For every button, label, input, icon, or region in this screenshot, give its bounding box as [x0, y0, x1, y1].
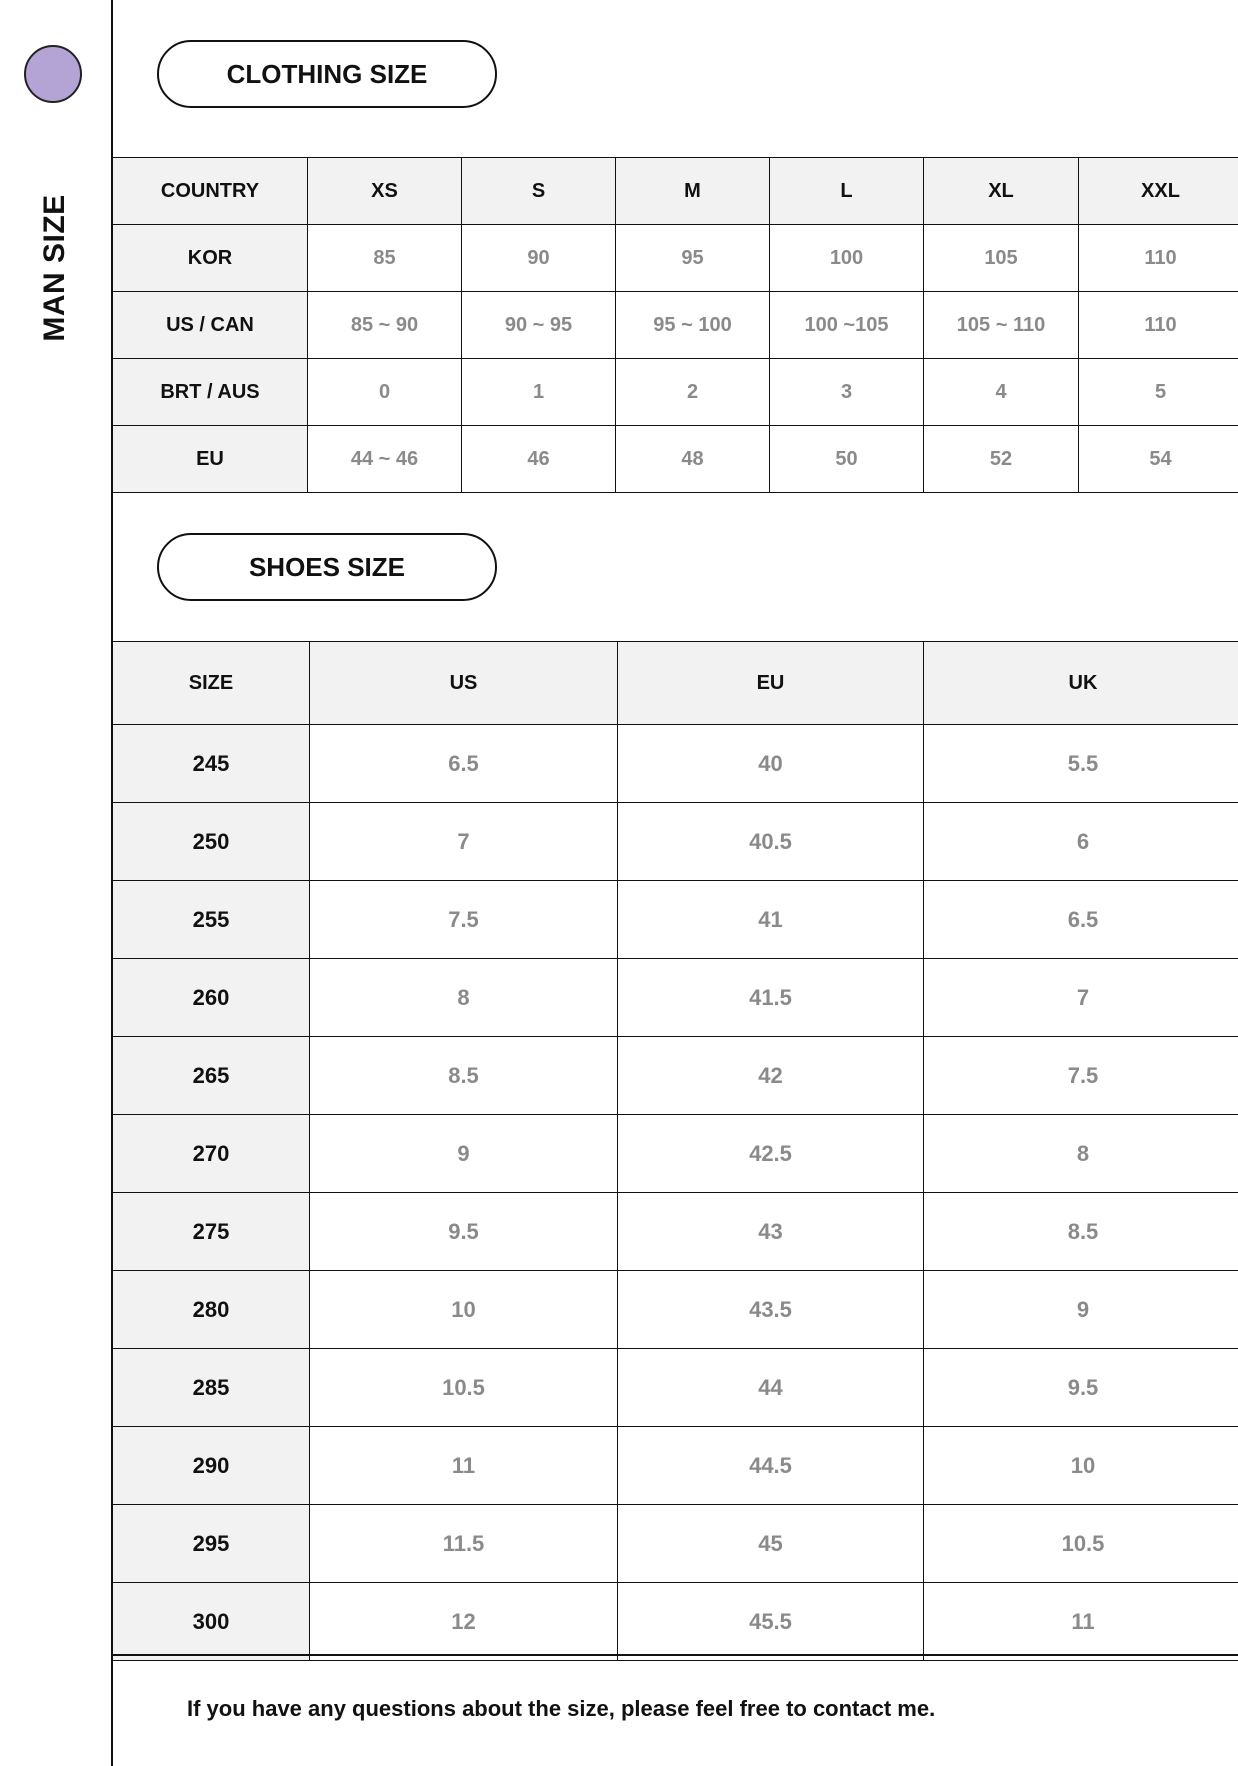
table-cell: 8.5: [310, 1037, 618, 1115]
table-cell: 10.5: [924, 1505, 1238, 1583]
table-cell: 44 ~ 46: [308, 426, 462, 493]
table-row: [113, 1505, 1238, 1583]
table-cell: 6: [924, 803, 1238, 881]
table-cell: 110: [1079, 292, 1238, 359]
column-header: US: [310, 642, 618, 725]
table-row: [113, 959, 1238, 1037]
clothing-size-heading: CLOTHING SIZE: [157, 40, 497, 108]
table-cell: 40: [618, 725, 924, 803]
table-cell: 95 ~ 100: [616, 292, 770, 359]
table-cell: 5.5: [924, 725, 1238, 803]
table-cell: 52: [924, 426, 1079, 493]
row-header: 285: [113, 1349, 310, 1427]
table-cell: 90 ~ 95: [462, 292, 616, 359]
table-cell: 7: [924, 959, 1238, 1037]
accent-dot: [24, 45, 82, 103]
table-cell: 0: [308, 359, 462, 426]
table-cell: 8: [310, 959, 618, 1037]
table-cell: 105 ~ 110: [924, 292, 1079, 359]
table-cell: 10.5: [310, 1349, 618, 1427]
table-cell: 48: [616, 426, 770, 493]
row-header: 295: [113, 1505, 310, 1583]
bottom-divider: [112, 1654, 1238, 1656]
table-cell: 100 ~105: [770, 292, 924, 359]
row-header: 260: [113, 959, 310, 1037]
table-cell: 6.5: [310, 725, 618, 803]
table-cell: 100: [770, 225, 924, 292]
table-row: [113, 292, 1238, 359]
shoes-header-row: [113, 642, 1238, 725]
table-cell: 46: [462, 426, 616, 493]
table-cell: 9: [310, 1115, 618, 1193]
row-header: 280: [113, 1271, 310, 1349]
table-cell: 4: [924, 359, 1079, 426]
table-row: [113, 881, 1238, 959]
table-row: [113, 1193, 1238, 1271]
table-cell: 7: [310, 803, 618, 881]
table-cell: 95: [616, 225, 770, 292]
table-cell: 42: [618, 1037, 924, 1115]
table-cell: 43.5: [618, 1271, 924, 1349]
table-cell: 44.5: [618, 1427, 924, 1505]
table-row: [113, 1427, 1238, 1505]
table-cell: 8.5: [924, 1193, 1238, 1271]
table-cell: 3: [770, 359, 924, 426]
table-cell: 105: [924, 225, 1079, 292]
table-cell: 11.5: [310, 1505, 618, 1583]
table-cell: 8: [924, 1115, 1238, 1193]
table-row: [113, 1037, 1238, 1115]
table-cell: 41.5: [618, 959, 924, 1037]
row-header: 300: [113, 1583, 310, 1661]
table-row: [113, 225, 1238, 292]
row-header: 255: [113, 881, 310, 959]
table-cell: 41: [618, 881, 924, 959]
table-cell: 85 ~ 90: [308, 292, 462, 359]
column-header: UK: [924, 642, 1238, 725]
row-header: 245: [113, 725, 310, 803]
row-header: US / CAN: [113, 292, 308, 359]
table-row: [113, 1583, 1238, 1661]
table-cell: 2: [616, 359, 770, 426]
column-header: XL: [924, 158, 1079, 225]
shoes-size-heading: SHOES SIZE: [157, 533, 497, 601]
column-header: SIZE: [113, 642, 310, 725]
table-cell: 11: [924, 1583, 1238, 1661]
table-cell: 110: [1079, 225, 1238, 292]
row-header: EU: [113, 426, 308, 493]
page-title: MAN SIZE: [38, 194, 71, 342]
table-cell: 85: [308, 225, 462, 292]
row-header: 290: [113, 1427, 310, 1505]
row-header: 270: [113, 1115, 310, 1193]
table-cell: 5: [1079, 359, 1238, 426]
table-row: [113, 426, 1238, 493]
table-cell: 40.5: [618, 803, 924, 881]
table-row: [113, 803, 1238, 881]
table-cell: 9: [924, 1271, 1238, 1349]
column-header: XXL: [1079, 158, 1238, 225]
table-cell: 9.5: [924, 1349, 1238, 1427]
table-cell: 44: [618, 1349, 924, 1427]
table-cell: 11: [310, 1427, 618, 1505]
clothing-header-row: [113, 158, 1238, 225]
column-header: EU: [618, 642, 924, 725]
row-header: KOR: [113, 225, 308, 292]
clothing-size-table: [112, 157, 1238, 493]
table-cell: 6.5: [924, 881, 1238, 959]
table-cell: 54: [1079, 426, 1238, 493]
table-cell: 45.5: [618, 1583, 924, 1661]
table-cell: 7.5: [310, 881, 618, 959]
table-cell: 1: [462, 359, 616, 426]
table-row: [113, 1349, 1238, 1427]
table-cell: 42.5: [618, 1115, 924, 1193]
table-row: [113, 1115, 1238, 1193]
row-header: 275: [113, 1193, 310, 1271]
shoes-size-table: [112, 641, 1238, 1661]
table-cell: 45: [618, 1505, 924, 1583]
table-row: [113, 1271, 1238, 1349]
table-row: [113, 359, 1238, 426]
table-cell: 10: [924, 1427, 1238, 1505]
table-cell: 10: [310, 1271, 618, 1349]
column-header: M: [616, 158, 770, 225]
column-header: XS: [308, 158, 462, 225]
row-header: BRT / AUS: [113, 359, 308, 426]
row-header: 250: [113, 803, 310, 881]
table-cell: 90: [462, 225, 616, 292]
column-header: COUNTRY: [113, 158, 308, 225]
table-cell: 50: [770, 426, 924, 493]
column-header: S: [462, 158, 616, 225]
table-row: [113, 725, 1238, 803]
table-cell: 9.5: [310, 1193, 618, 1271]
column-header: L: [770, 158, 924, 225]
table-cell: 43: [618, 1193, 924, 1271]
footer-note: If you have any questions about the size, please feel free to contact me.: [187, 1696, 936, 1721]
table-cell: 12: [310, 1583, 618, 1661]
row-header: 265: [113, 1037, 310, 1115]
table-cell: 7.5: [924, 1037, 1238, 1115]
